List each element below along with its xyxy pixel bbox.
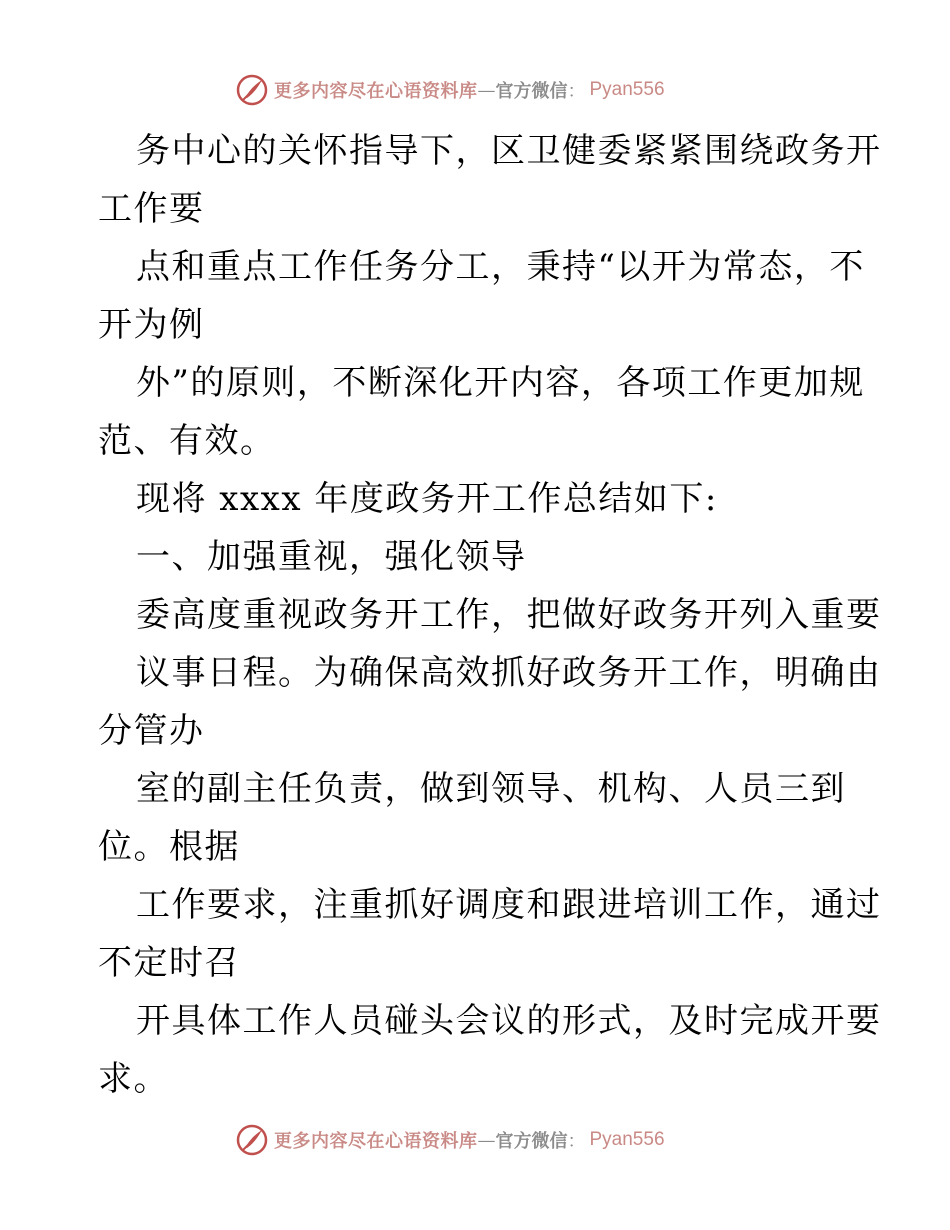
header-banner [236,70,665,110]
wechat-id: Pyan556 [589,79,665,100]
banner-colon: ： [567,1131,586,1152]
text-line: 开具体工作人员碰头会议的形式，及时完成开要 [136,1001,882,1041]
text-line: 现将 xxxx 年度政务开工作总结如下: [136,479,718,519]
wechat-label: 官方微信 [495,1131,568,1152]
text-line: 室的副主任负责，做到领导、机构、人员三到 [136,769,846,809]
text-line: 工作要 [98,189,205,229]
banner-separator: — [477,1129,496,1151]
wechat-label: 官方微信 [495,81,568,102]
footer-banner [236,1120,665,1160]
text-line: 不定时召 [98,943,240,983]
banner-text: 更多内容尽在心语资料库 [274,1131,478,1152]
text-line: 点和重点工作任务分工，秉持“以开为常态，不 [136,247,865,287]
banner-separator: — [477,79,496,101]
banner-text: 更多内容尽在心语资料库 [274,81,478,102]
text-line: 务中心的关怀指导下，区卫健委紧紧围绕政务开 [136,131,882,171]
text-line: 委高度重视政务开工作，把做好政务开列入重要 [136,595,882,635]
feather-pen-logo-icon [236,1124,268,1156]
text-line: 外”的原则，不断深化开内容，各项工作更加规 [136,363,865,403]
text-line: 开为例 [98,305,205,345]
text-line: 议事日程。为确保高效抓好政务开工作，明确由 [136,653,882,693]
feather-pen-logo-icon [236,74,268,106]
text-line: 工作要求，注重抓好调度和跟进培训工作，通过 [136,885,882,925]
text-line: 求。 [98,1059,169,1099]
text-line: 位。根据 [98,827,240,867]
section-heading: 一、加强重视，强化领导 [136,537,527,577]
document-body [98,122,882,1108]
wechat-id: Pyan556 [589,1129,665,1150]
text-line: 范、有效。 [98,421,276,461]
banner-colon: ： [567,81,586,102]
text-line: 分管办 [98,711,205,751]
